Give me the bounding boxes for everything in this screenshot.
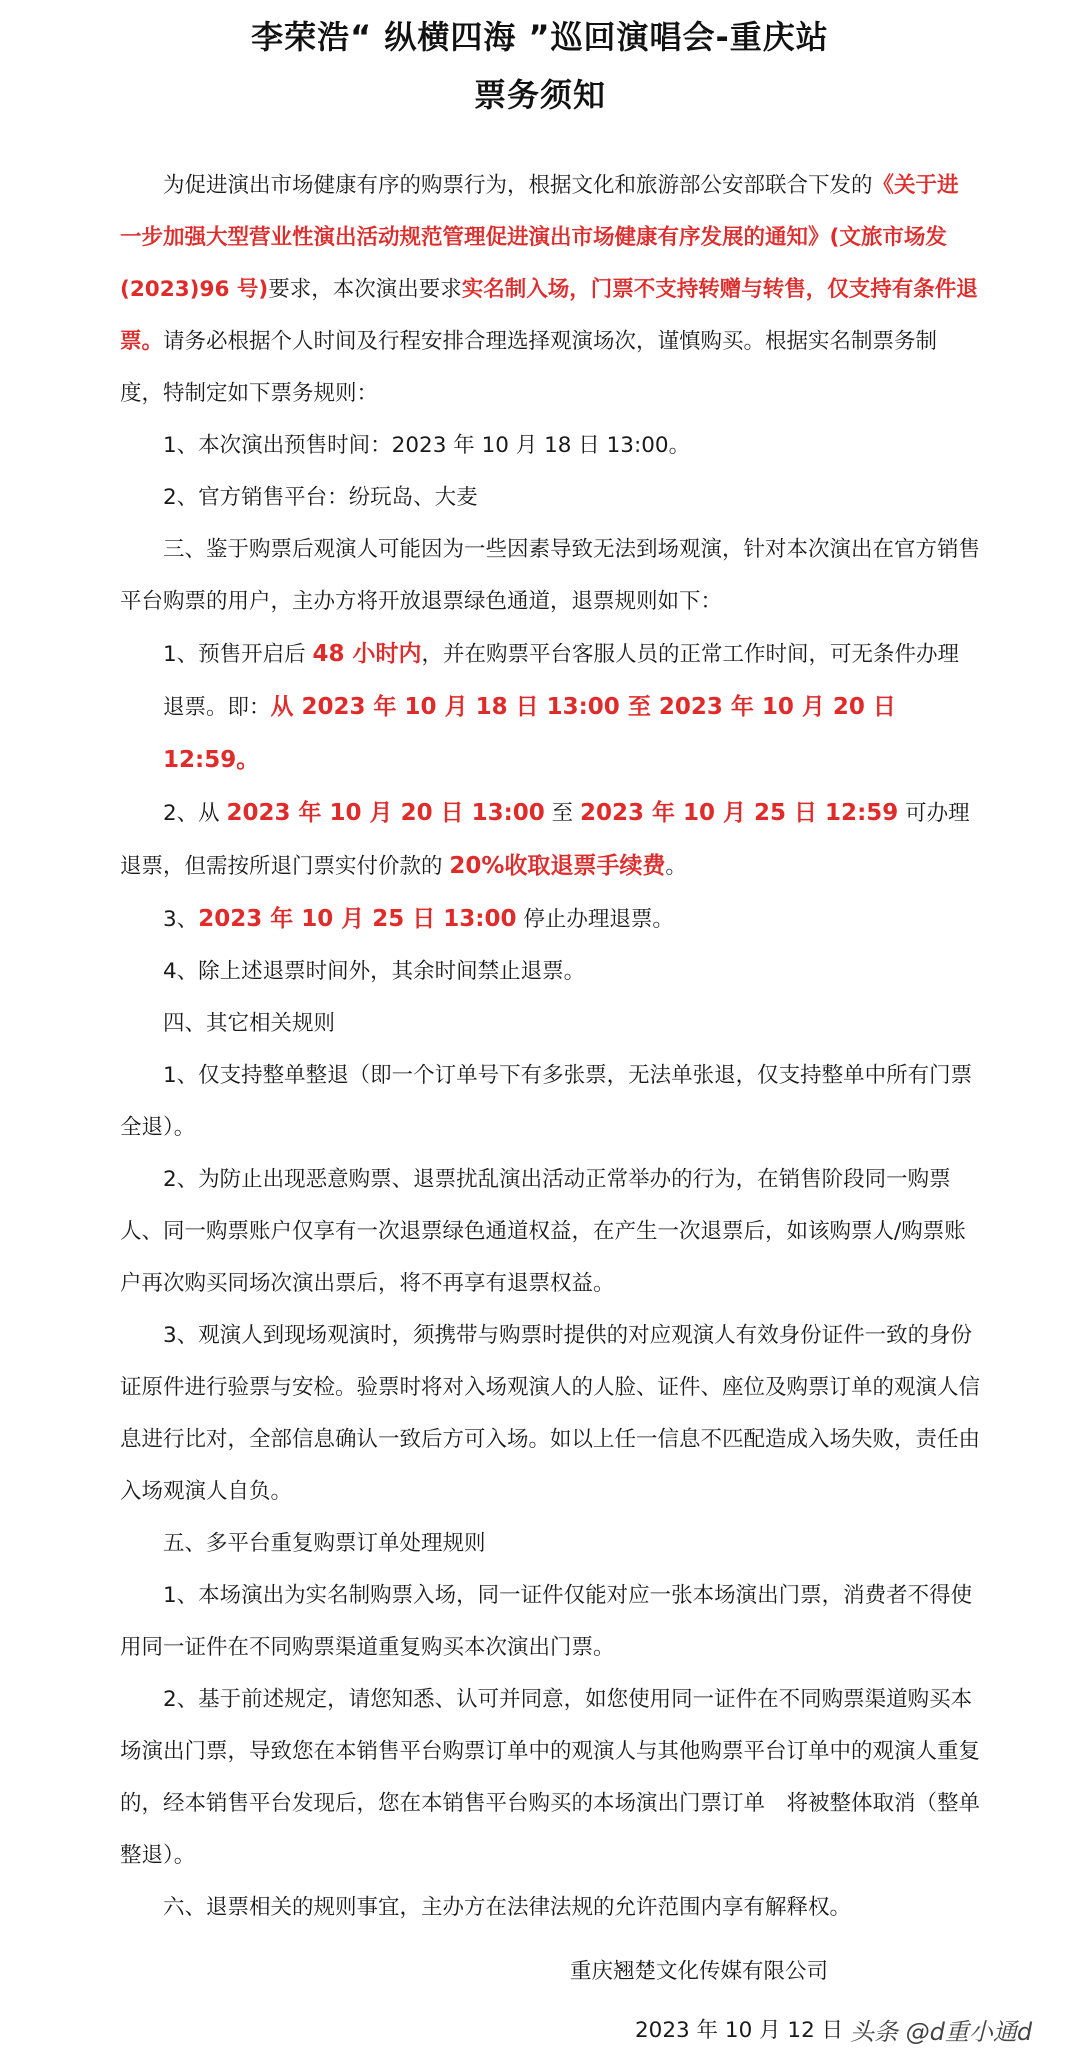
refund-1-prefix: 1、预售开启后 [163, 642, 313, 667]
page-subtitle: 票务须知 [473, 76, 606, 114]
refund-3-prefix: 3、 [163, 907, 199, 932]
intro-requirement: 实名制入场，门票不支持转赠与转售，仅支持有条件退票。 [120, 277, 978, 354]
page-title: 李荣浩“ 纵横四海 ”巡回演唱会-重庆站 [251, 18, 829, 56]
other-rule-2: 2、为防止出现恶意购票、退票扰乱演出活动正常举办的行为，在销售阶段同一购票人、同一购票账户仅享有一次退票绿色通道权益，在产生一次退票后，如该购票人/购票账户再次购买同场次演出票后，将不再享有退票权益。 [120, 1167, 966, 1296]
watermark: 头条 @d重小通d [850, 2018, 1033, 2046]
rule-refund-intro: 三、鉴于购票后观演人可能因为一些因素导致无法到场观演，针对本次演出在官方销售平台购票的用户，主办方将开放退票绿色通道，退票规则如下： [120, 537, 981, 614]
refund-1-period: 从 2023 年 10 月 18 日 13:00 至 2023 年 10 月 20 日 12:59。 [163, 694, 896, 773]
rule-platforms: 2、官方销售平台：纷玩岛、大麦 [163, 485, 478, 510]
refund-3-stop-time: 2023 年 10 月 25 日 13:00 [198, 906, 517, 932]
organizer-company: 重庆翘楚文化传媒有限公司 [570, 1959, 829, 1984]
refund-rule-4: 4、除上述退票时间外，其余时间禁止退票。 [163, 959, 586, 984]
multi-platform-rule-1: 1、本场演出为实名制购票入场，同一证件仅能对应一张本场演出门票，消费者不得使用同一证件在不同购票渠道重复购买本次演出门票。 [120, 1583, 973, 1660]
multi-platform-heading: 五、多平台重复购票订单处理规则 [163, 1531, 486, 1556]
intro-text-1: 为促进演出市场健康有序的购票行为，根据文化和旅游部公安部联合下发的 [163, 173, 873, 198]
refund-2-post: 可办理退票，但需按所退门票实付价款的 [120, 801, 970, 879]
refund-3-post: 停止办理退票。 [516, 907, 674, 932]
refund-rule-2 [120, 787, 980, 893]
other-rule-1: 1、仅支持整单整退（即一个订单号下有多张票，无法单张退，仅支持整单中所有门票全退）。 [120, 1063, 973, 1140]
refund-2-prefix: 2、从 [163, 801, 227, 826]
notice-date: 2023 年 10 月 12 日 [635, 2018, 844, 2043]
refund-rule-3 [120, 893, 980, 946]
refund-2-end: 2023 年 10 月 25 日 12:59 [579, 800, 899, 826]
refund-2-start: 2023 年 10 月 20 日 13:00 [226, 800, 545, 826]
refund-2-fee: 20%收取退票手续费 [449, 853, 666, 879]
other-rule-3: 3、观演人到现场观演时，须携带与购票时提供的对应观演人有效身份证件一致的身份证原件进行验票与安检。验票时将对入场观演人的人脸、证件、座位及购票订单的观演人信息进行比对，全部信息确认一致后方可入场。如以上任一信息不匹配造成入场失败，责任由入场观演人自负。 [120, 1323, 981, 1504]
notice-body [120, 160, 980, 1934]
interpretation-rule: 六、退票相关的规则事宜，主办方在法律法规的允许范围内享有解释权。 [163, 1895, 852, 1920]
other-rules-heading: 四、其它相关规则 [163, 1011, 336, 1036]
refund-1-window: 48 小时内 [312, 641, 422, 667]
rule-presale-time: 1、本次演出预售时间：2023 年 10 月 18 日 13:00。 [163, 433, 691, 458]
refund-2-end-mark: 。 [665, 854, 687, 879]
refund-2-to: 至 [544, 801, 580, 826]
intro-text-3: 请务必根据个人时间及行程安排合理选择观演场次，谨慎购买。根据实名制票务制度，特制定如下票务规则： [120, 329, 938, 406]
multi-platform-rule-2: 2、基于前述规定，请您知悉、认可并同意，如您使用同一证件在不同购票渠道购买本场演出门票，导致您在本销售平台购票订单中的观演人与其他购票平台订单中的观演人重复的，经本销售平台发现后，您在本销售平台购买的本场演出门票订单 将被整体取消（整单整退）。 [120, 1687, 981, 1868]
refund-1-middle: ，并在购票平台客服人员的正常工作时间，可无条件办理退票。即： [163, 642, 960, 720]
refund-rule-1 [120, 628, 980, 787]
intro-regulation-title: 《关于进一步加强大型营业性演出活动规范管理促进演出市场健康有序发展的通知》(文旅市场发(2023)96 号) [120, 173, 959, 302]
intro-text-2: 要求，本次演出要求 [268, 277, 462, 302]
intro-paragraph [120, 160, 980, 420]
